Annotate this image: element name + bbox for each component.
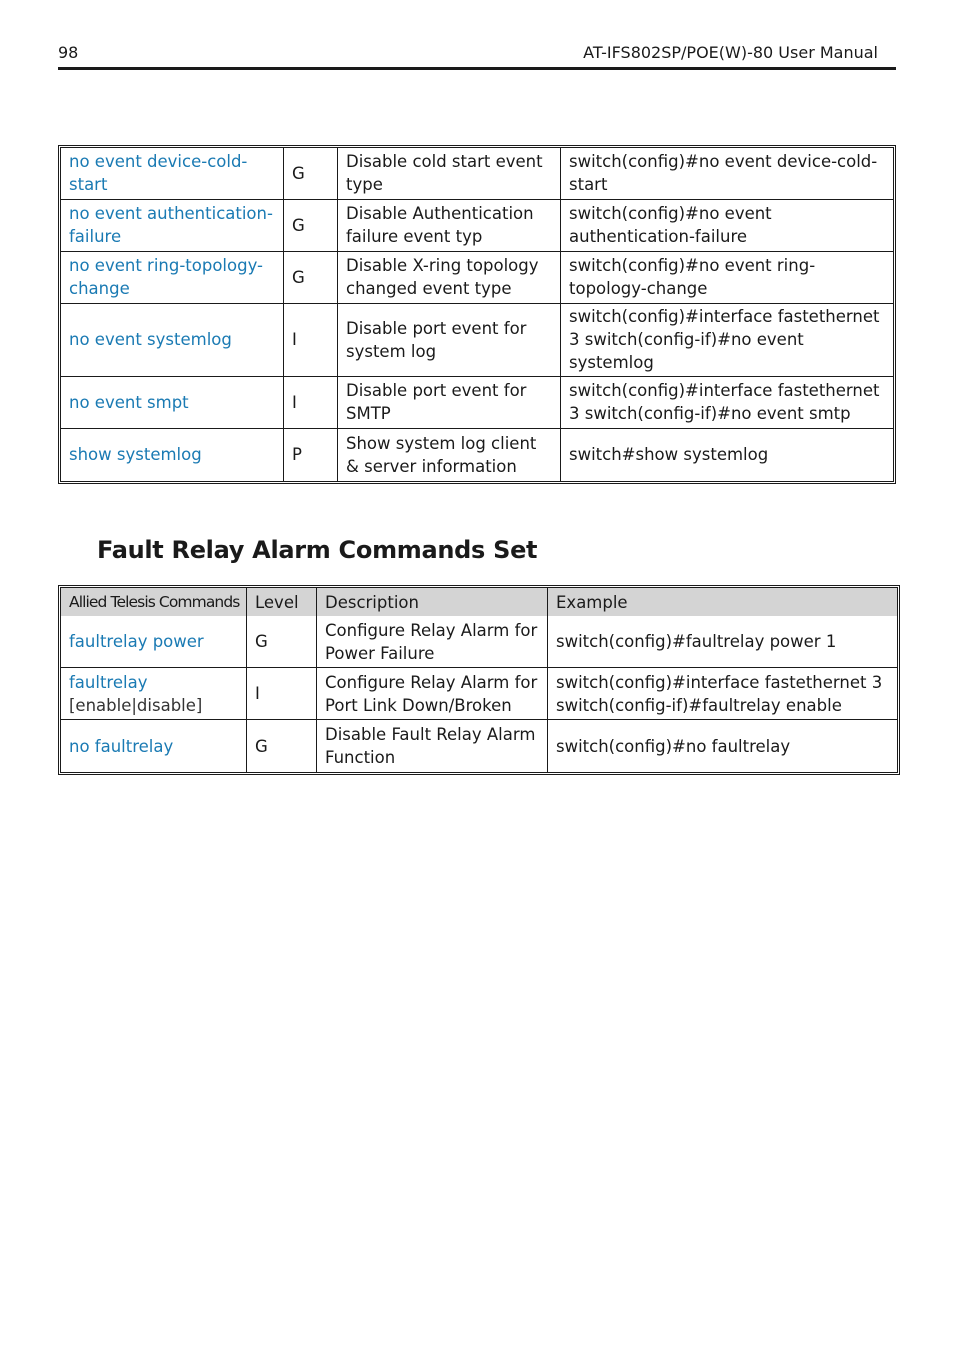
level-cell: I [247, 668, 317, 720]
column-header-commands: Allied Telesis Commands [61, 588, 247, 616]
manual-title: AT-IFS802SP/POE(W)-80 User Manual [583, 43, 878, 62]
page-header [58, 41, 896, 70]
example-cell: switch(config)#no event ring-topology-change [561, 252, 893, 304]
description-cell: Disable Authentication failure event typ [338, 200, 561, 252]
command-name: no faultrelay [69, 736, 174, 756]
description-cell: Disable port event for SMTP [338, 377, 561, 429]
command-name: faultrelay [69, 672, 148, 692]
table-row [61, 429, 893, 481]
level-cell: G [284, 252, 338, 304]
level-cell: I [284, 304, 338, 377]
description-cell: Disable port event for system log [338, 304, 561, 377]
example-cell: switch(config)#faultrelay power 1 [548, 616, 897, 668]
example-cell: switch(config)#no faultrelay [556, 736, 791, 756]
column-header-example: Example [548, 588, 897, 616]
command-cell [61, 720, 247, 772]
section-title: Fault Relay Alarm Commands Set [97, 536, 538, 564]
command-cell: show systemlog [61, 429, 284, 481]
level-cell: G [247, 720, 317, 772]
column-header-description: Description [317, 588, 548, 616]
table-row [61, 720, 897, 772]
command-cell: no event device-cold-start [61, 148, 284, 200]
table-header-row [61, 588, 897, 616]
level-cell: P [284, 429, 338, 481]
command-name: faultrelay power [69, 632, 204, 651]
example-cell: switch(config)#interface fastethernet 3 switch(config-if)#no event smtp [561, 377, 893, 429]
command-argument: [enable|disable] [69, 695, 203, 715]
description-cell: Disable Fault Relay Alarm Function [317, 720, 548, 772]
description-cell: Configure Relay Alarm for Port Link Down/Broken [317, 668, 548, 720]
level-cell: I [284, 377, 338, 429]
level-cell: G [284, 148, 338, 200]
column-header-level: Level [247, 588, 317, 616]
example-cell: switch(config)#no event device-cold-start [561, 148, 893, 200]
table-row [61, 148, 893, 200]
level-cell: G [247, 616, 317, 668]
page-number: 98 [58, 43, 79, 62]
table-row [61, 616, 897, 668]
example-cell: switch(config)#interface fastethernet 3 switch(config-if)#faultrelay enable [548, 668, 897, 720]
command-cell [61, 616, 247, 668]
command-cell: no event systemlog [61, 304, 284, 377]
table-row [61, 377, 893, 429]
description-cell: Configure Relay Alarm for Power Failure [317, 616, 548, 668]
description-cell: Disable X-ring topology changed event type [338, 252, 561, 304]
example-cell: switch(config)#interface fastethernet 3 switch(config-if)#no event systemlog [561, 304, 893, 377]
command-cell [61, 668, 247, 720]
fault-relay-commands-table [58, 585, 900, 775]
example-cell: switch#show systemlog [569, 445, 769, 464]
table-row [61, 200, 893, 252]
command-cell: no event authentication-failure [61, 200, 284, 252]
table-row [61, 252, 893, 304]
command-cell: no event ring-topology-change [61, 252, 284, 304]
command-cell: no event smpt [61, 377, 284, 429]
level-cell: G [284, 200, 338, 252]
example-cell: switch(config)#no event authentication-failure [561, 200, 893, 252]
table-row [61, 668, 897, 720]
event-commands-table [58, 145, 896, 484]
table-row [61, 304, 893, 377]
description-cell: Show system log client & server information [338, 429, 561, 481]
description-cell: Disable cold start event type [338, 148, 561, 200]
